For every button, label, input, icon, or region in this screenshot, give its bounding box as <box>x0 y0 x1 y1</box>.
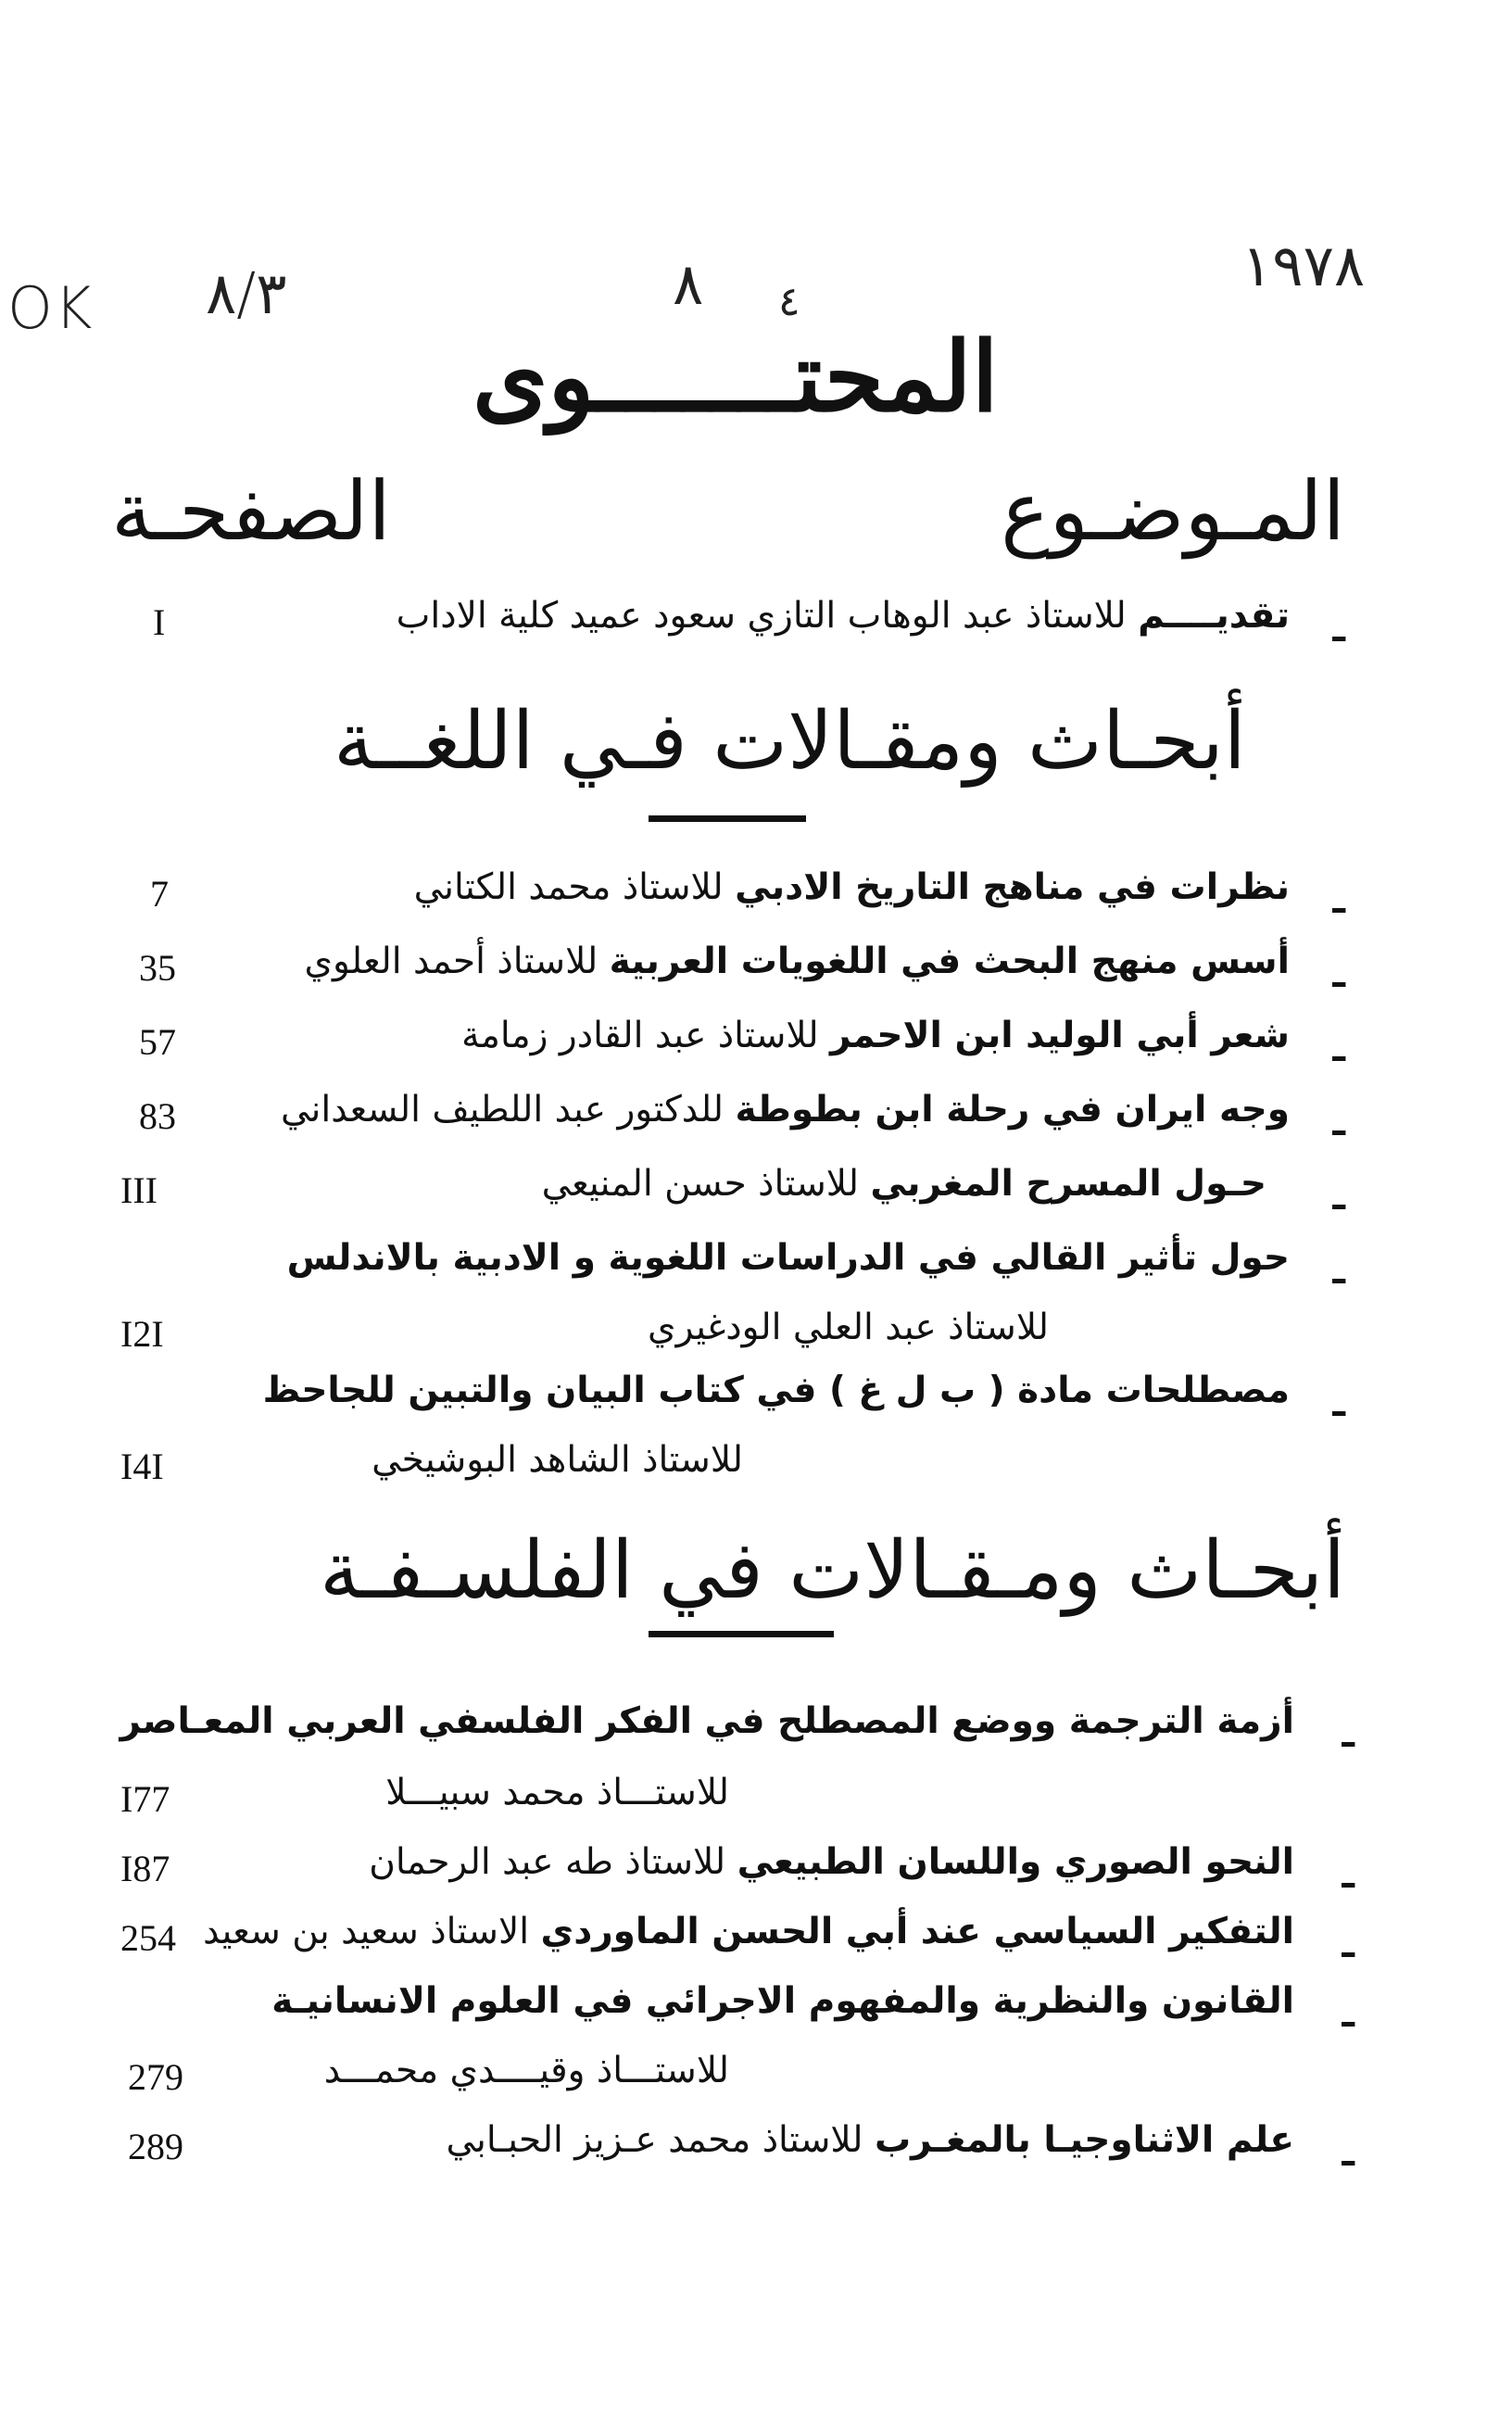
section-heading-language: أبحـاث ومقـالات فـي اللغــة <box>334 695 1246 788</box>
entry-text <box>305 941 1291 982</box>
entry-text <box>281 1089 1290 1130</box>
toc-entry <box>0 931 1512 1005</box>
entry-text <box>120 1700 1294 1742</box>
entry-author: للاستاذ عبد القادر زمامة <box>461 1015 819 1056</box>
entry-title: وجه ايران في رحلة ابن بطوطة <box>735 1089 1290 1130</box>
entry-title: أسس منهج البحث في اللغويات العربية <box>609 941 1290 982</box>
entry-dash: ـ <box>1342 1713 1354 1756</box>
entry-page: 83 <box>139 1095 176 1137</box>
toc-entry <box>0 1832 1512 1906</box>
entry-author: للاستاذ محمد عـزيز الحبـابي <box>446 2119 863 2161</box>
entry-author: للاستاذ عبد العلي الودغيري <box>648 1307 1049 1348</box>
entry-title: حـول المسرح المغربي <box>870 1163 1266 1205</box>
toc-entry <box>0 1228 1512 1302</box>
entry-page: I2I <box>120 1313 164 1355</box>
entry-title: شعر أبي الوليد ابن الاحمر <box>830 1015 1290 1056</box>
entry-dash: ـ <box>1332 1176 1345 1219</box>
entry-page: I <box>153 601 166 643</box>
entry-text <box>542 1163 1266 1205</box>
entry-dash: ـ <box>1342 1854 1354 1897</box>
entry-page: 57 <box>139 1021 176 1063</box>
entry-author: للاستاذ محمد الكتاني <box>413 866 724 908</box>
entry-title: تقديــــم <box>1138 595 1290 637</box>
entry-dash: ـ <box>1332 1102 1345 1144</box>
entry-text <box>369 1841 1294 1883</box>
section-underline <box>649 815 806 822</box>
entry-author: للاستـــاذ وقيــــدي محمـــد <box>323 2050 729 2091</box>
entry-text <box>648 1307 1049 1348</box>
toc-entry-intro <box>0 586 1512 660</box>
entry-text <box>372 1439 743 1481</box>
toc-entry <box>0 2110 1512 2184</box>
entry-text <box>271 1980 1294 2022</box>
handwritten-year: ١٩٧٨ <box>1241 232 1366 299</box>
entry-page: 35 <box>139 947 176 989</box>
toc-entry <box>0 1360 1512 1434</box>
entry-text <box>414 866 1290 908</box>
entry-title: علم الاثناوجيـا بالمغـرب <box>874 2119 1294 2161</box>
handwritten-ok: OK <box>7 274 94 342</box>
entry-dash: ـ <box>1332 1250 1345 1293</box>
entry-dash: ـ <box>1332 1383 1345 1425</box>
toc-entry <box>0 1971 1512 2045</box>
entry-dash: ـ <box>1342 1993 1354 2036</box>
toc-entry <box>0 1901 1512 1976</box>
entry-author: للاستاذ عبد الوهاب التازي سعود عميد كلية الاداب <box>396 595 1127 637</box>
handwritten-fraction: ٨/٣ <box>206 259 287 327</box>
handwritten-number: ٨ <box>673 250 704 318</box>
entry-dash: ـ <box>1332 953 1345 996</box>
toc-entry-continuation <box>0 1430 1512 1504</box>
toc-entry <box>0 1005 1512 1080</box>
entry-page: I87 <box>120 1848 170 1889</box>
entry-author: للاستـــاذ محمد سبيـــلا <box>385 1772 729 1813</box>
toc-entry-continuation <box>0 1762 1512 1837</box>
entry-author: للدكتور عبد اللطيف السعداني <box>281 1089 724 1130</box>
entry-dash: ـ <box>1342 1924 1354 1966</box>
entry-text <box>203 1911 1294 1952</box>
section-heading-philosophy: أبحـاث ومـقـالات في الفلسـفـة <box>320 1524 1345 1617</box>
entry-page: 289 <box>128 2126 183 2167</box>
toc-entry <box>0 857 1512 931</box>
entry-dash: ـ <box>1332 879 1345 922</box>
page-title: المحتـــــــوى <box>472 320 999 434</box>
entry-page: 7 <box>150 873 169 915</box>
entry-dash: ـ <box>1332 608 1345 650</box>
entry-page: I77 <box>120 1778 170 1820</box>
page-column-header: الصفحـة <box>111 463 391 559</box>
entry-page: 254 <box>120 1917 176 1959</box>
entry-title: التفكير السياسي عند أبي الحسن الماوردي <box>540 1911 1294 1952</box>
subject-column-header: المـوضـوع <box>1001 463 1345 559</box>
entry-dash: ـ <box>1332 1028 1345 1070</box>
entry-text <box>397 595 1290 637</box>
entry-text <box>461 1015 1290 1056</box>
section-underline <box>649 1631 834 1637</box>
entry-title: مصطلحات مادة ( ب ل غ ) في كتاب البيان والتبين للجاحظ <box>262 1370 1290 1411</box>
entry-text <box>385 1772 729 1813</box>
entry-dash: ـ <box>1342 2132 1354 2175</box>
entry-author: للاستاذ أحمد العلوي <box>304 941 598 982</box>
toc-entry <box>0 1154 1512 1228</box>
entry-title: حول تأثير القالي في الدراسات اللغوية و الادبية بالاندلس <box>286 1237 1290 1279</box>
toc-entry <box>0 1080 1512 1154</box>
entry-title: النحو الصوري واللسان الطبيعي <box>737 1841 1294 1883</box>
entry-page: I4I <box>120 1446 164 1487</box>
entry-title: أزمة الترجمة ووضع المصطلح في الفكر الفلسفي العربي المعـاصر <box>120 1700 1294 1742</box>
toc-entry-continuation <box>0 2040 1512 2115</box>
entry-text <box>263 1370 1290 1411</box>
handwritten-small-mark: ٤ <box>778 278 800 325</box>
entry-author: للاستاذ الشاهد البوشيخي <box>372 1439 743 1481</box>
entry-title: القانون والنظرية والمفهوم الاجرائي في العلوم الانسانيـة <box>271 1980 1294 2022</box>
entry-author: للاستاذ حسن المنيعي <box>541 1163 859 1205</box>
entry-author: للاستاذ طه عبد الرحمان <box>369 1841 726 1883</box>
entry-page: 279 <box>128 2056 183 2098</box>
entry-title: نظرات في مناهج التاريخ الادبي <box>735 866 1290 908</box>
toc-entry <box>0 1691 1512 1765</box>
entry-text <box>447 2119 1295 2161</box>
entry-page: III <box>120 1169 158 1211</box>
entry-text <box>324 2050 729 2091</box>
entry-author: الاستاذ سعيد بن سعيد <box>203 1911 530 1952</box>
entry-text <box>287 1237 1290 1279</box>
